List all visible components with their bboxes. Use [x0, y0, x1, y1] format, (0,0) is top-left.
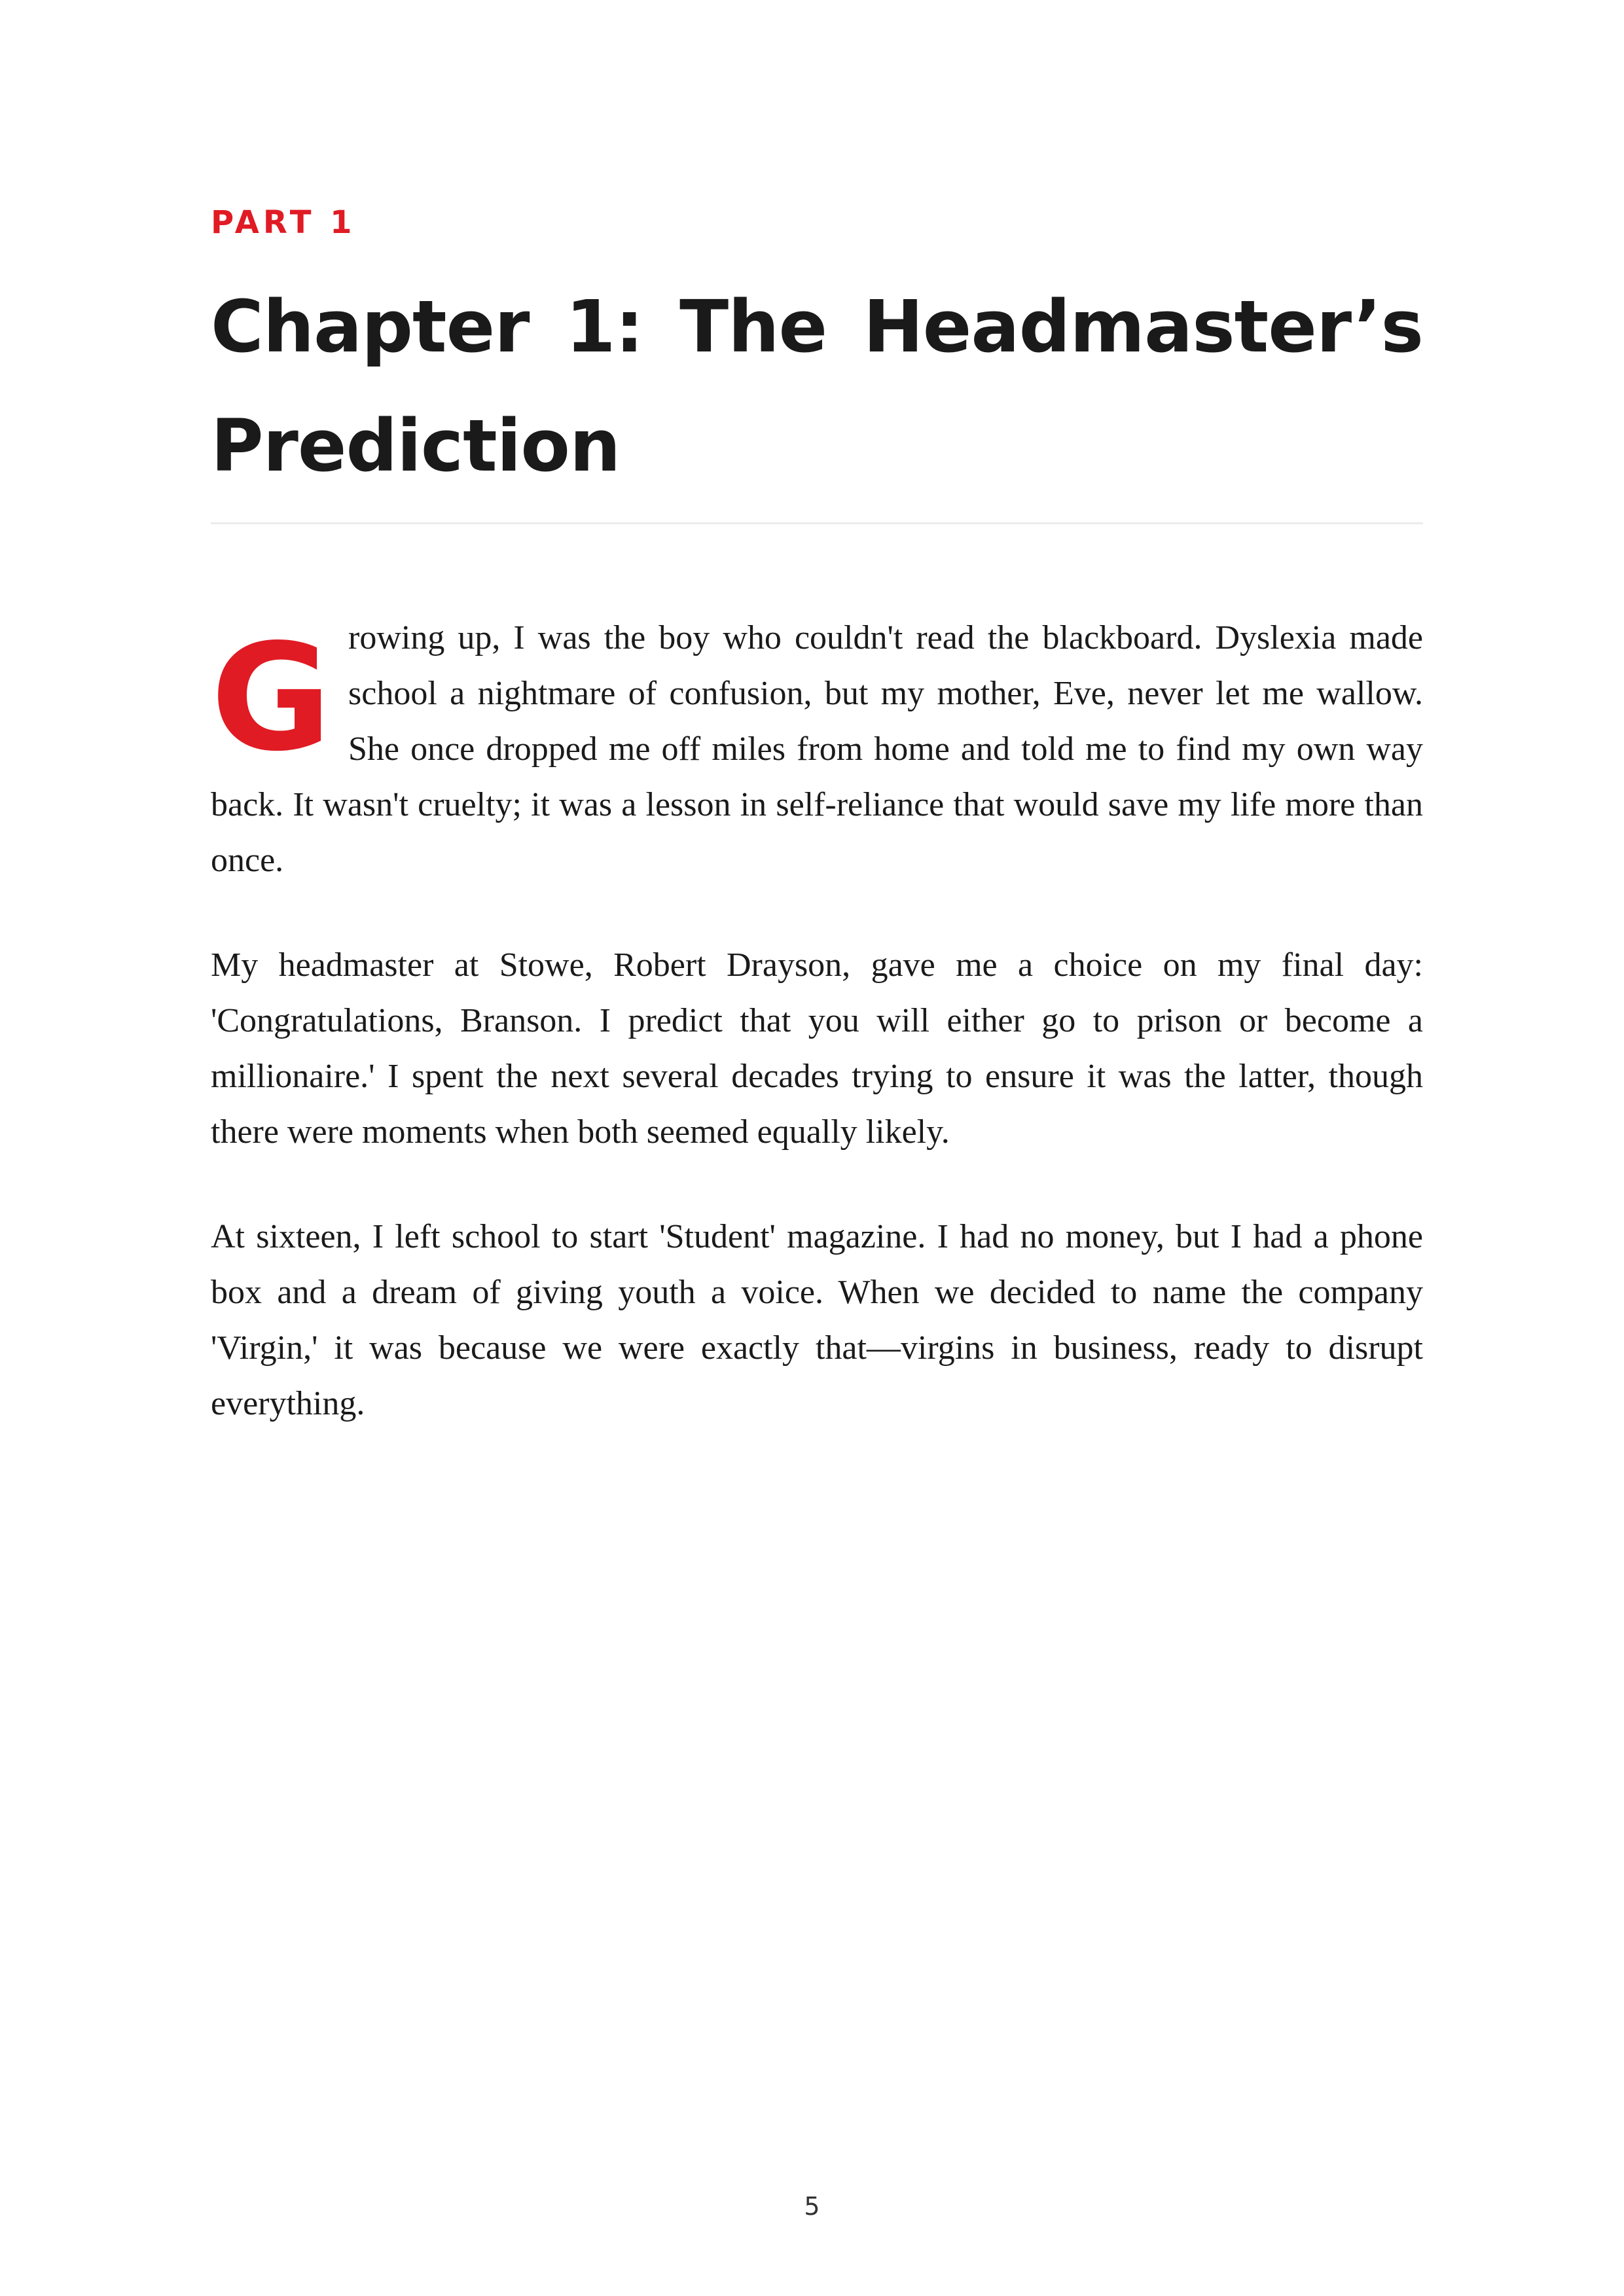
page-number: 5 — [804, 2192, 820, 2221]
dropcap-letter: G — [211, 613, 332, 784]
chapter-title: Chapter 1: The Headmaster’s Prediction — [211, 285, 1423, 488]
paragraph-2: My headmaster at Stowe, Robert Drayson, gave me a choice on my final day: 'Congratulations, Branson. I predict that you will either go to prison or become a millionaire.' I spent the next several decades trying to ensure it was the latter, though there were moments when both seemed equally likely. — [211, 946, 1423, 1151]
paragraph-3: At sixteen, I left school to start 'Student' magazine. I had no money, but I had a phone box and a dream of giving youth a voice. When we decided to name the company 'Virgin,' it was because we were exactly that—virgins in business, ready to disrupt everything. — [211, 1218, 1423, 1422]
paragraph-1-text: rowing up, I was the boy who couldn't read the blackboard. Dyslexia made school a nightmare of confusion, but my mother, Eve, never let me wallow. She once dropped me off miles from home and told me to find my own way back. It wasn't cruelty; it was a lesson in self-reliance that would save my life more than once. — [211, 619, 1423, 879]
title-divider — [211, 522, 1423, 524]
part-label: PART 1 — [211, 204, 356, 241]
chapter-body — [211, 610, 1423, 1480]
paragraph-1 — [211, 610, 1423, 888]
